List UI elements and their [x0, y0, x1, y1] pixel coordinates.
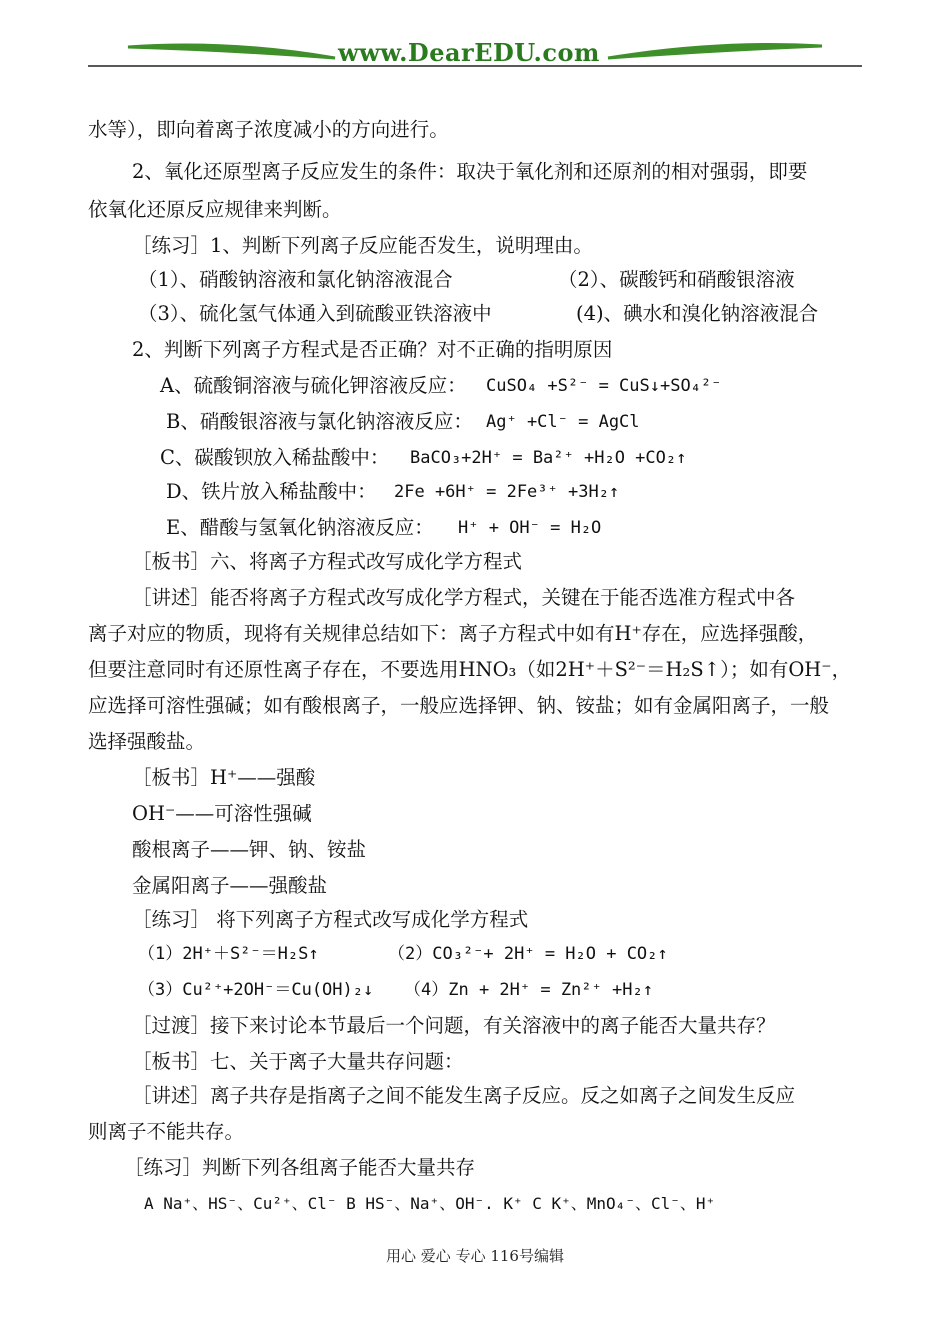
text-line: C、碳酸钡放入稀盐酸中： — [160, 446, 390, 469]
equation: CuSO₄ +S²⁻ = CuS↓+SO₄²⁻ — [486, 376, 722, 396]
text-line: ［讲述］能否将离子方程式改写成化学方程式，关键在于能否选准方程式中各 — [132, 586, 796, 609]
text-line: ［讲述］离子共存是指离子之间不能发生离子反应。反之如离子之间发生反应 — [132, 1084, 796, 1107]
equation: H⁺ + OH⁻ = H₂O — [458, 518, 602, 538]
text-line: （3）、硫化氢气体通入到硫酸亚铁溶液中 — [138, 302, 492, 325]
page-header — [0, 0, 950, 80]
text-line: 2、判断下列离子方程式是否正确？对不正确的指明原因 — [132, 338, 613, 361]
text-line: 水等），即向着离子浓度减小的方向进行。 — [88, 118, 449, 141]
text-line: 2、氧化还原型离子反应发生的条件：取决于氧化剂和还原剂的相对强弱，即要 — [132, 160, 808, 183]
text-line: 依氧化还原反应规律来判断。 — [88, 198, 342, 221]
text-line: ［练习］ 将下列离子方程式改写成化学方程式 — [132, 908, 529, 931]
text-line: OH⁻——可溶性强碱 — [132, 802, 312, 825]
text-line: （1）、硝酸钠溶液和氯化钠溶液混合 — [138, 268, 453, 291]
text-line: （2）、碳酸钙和硝酸银溶液 — [558, 268, 795, 291]
equation: （2）CO₃²⁻+ 2H⁺ = H₂O + CO₂↑ — [388, 944, 668, 964]
text-line: ［过渡］接下来讨论本节最后一个问题，有关溶液中的离子能否大量共存？ — [132, 1014, 776, 1037]
text-line: E、醋酸与氢氧化钠溶液反应： — [166, 516, 434, 539]
text-line: 则离子不能共存。 — [88, 1120, 245, 1143]
text-line: 应选择可溶性强碱；如有酸根离子，一般应选择钾、钠、铵盐；如有金属阳离子，一般 — [88, 694, 830, 717]
text-line: 离子对应的物质，现将有关规律总结如下：离子方程式中如有H⁺存在，应选择强酸， — [88, 622, 818, 645]
text-line: B、硝酸银溶液与氯化钠溶液反应： — [166, 410, 473, 433]
equation: Ag⁺ +Cl⁻ = AgCl — [486, 412, 640, 432]
text-line: ［练习］判断下列各组离子能否大量共存 — [124, 1156, 476, 1179]
equation: （4）Zn + 2H⁺ = Zn²⁺ +H₂↑ — [404, 980, 653, 1000]
equation: BaCO₃+2H⁺ = Ba²⁺ +H₂O +CO₂↑ — [410, 448, 687, 468]
text-line: ［练习］1、判断下列离子反应能否发生，说明理由。 — [132, 234, 593, 257]
text-line: ［板书］六、将离子方程式改写成化学方程式 — [132, 550, 523, 573]
page-footer: 用心 爱心 专心 116号编辑 — [386, 1247, 564, 1265]
equation: 2Fe +6H⁺ = 2Fe³⁺ +3H₂↑ — [394, 482, 620, 502]
text-line: 选择强酸盐。 — [88, 730, 206, 753]
equation: （1）2H⁺＋S²⁻＝H₂S↑ — [138, 944, 319, 964]
text-line: 酸根离子——钾、钠、铵盐 — [132, 838, 367, 861]
text-line: ［板书］H⁺——强酸 — [132, 766, 316, 789]
text-line: A、硫酸铜溶液与硫化钾溶液反应： — [160, 374, 467, 397]
text-line: ［板书］七、关于离子大量共存问题： — [132, 1050, 464, 1073]
equation: （3）Cu²⁺+2OH⁻＝Cu(OH)₂↓ — [138, 980, 374, 1000]
equation: A Na⁺、HS⁻、Cu²⁺、Cl⁻ B HS⁻、Na⁺、OH⁻. K⁺ C K⁺、MnO₄⁻、Cl⁻、H⁺ — [144, 1194, 716, 1213]
text-line: D、铁片放入稀盐酸中： — [166, 480, 377, 503]
text-line: 但要注意同时有还原性离子存在，不要选用HNO₃（如2H⁺＋S²⁻＝H₂S↑）；如有OH⁻， — [88, 658, 852, 681]
text-line: (4)、碘水和溴化钠溶液混合 — [576, 302, 819, 325]
site-logo-text: www.DearEDU.com — [338, 38, 600, 67]
text-line: 金属阳离子——强酸盐 — [132, 874, 328, 897]
